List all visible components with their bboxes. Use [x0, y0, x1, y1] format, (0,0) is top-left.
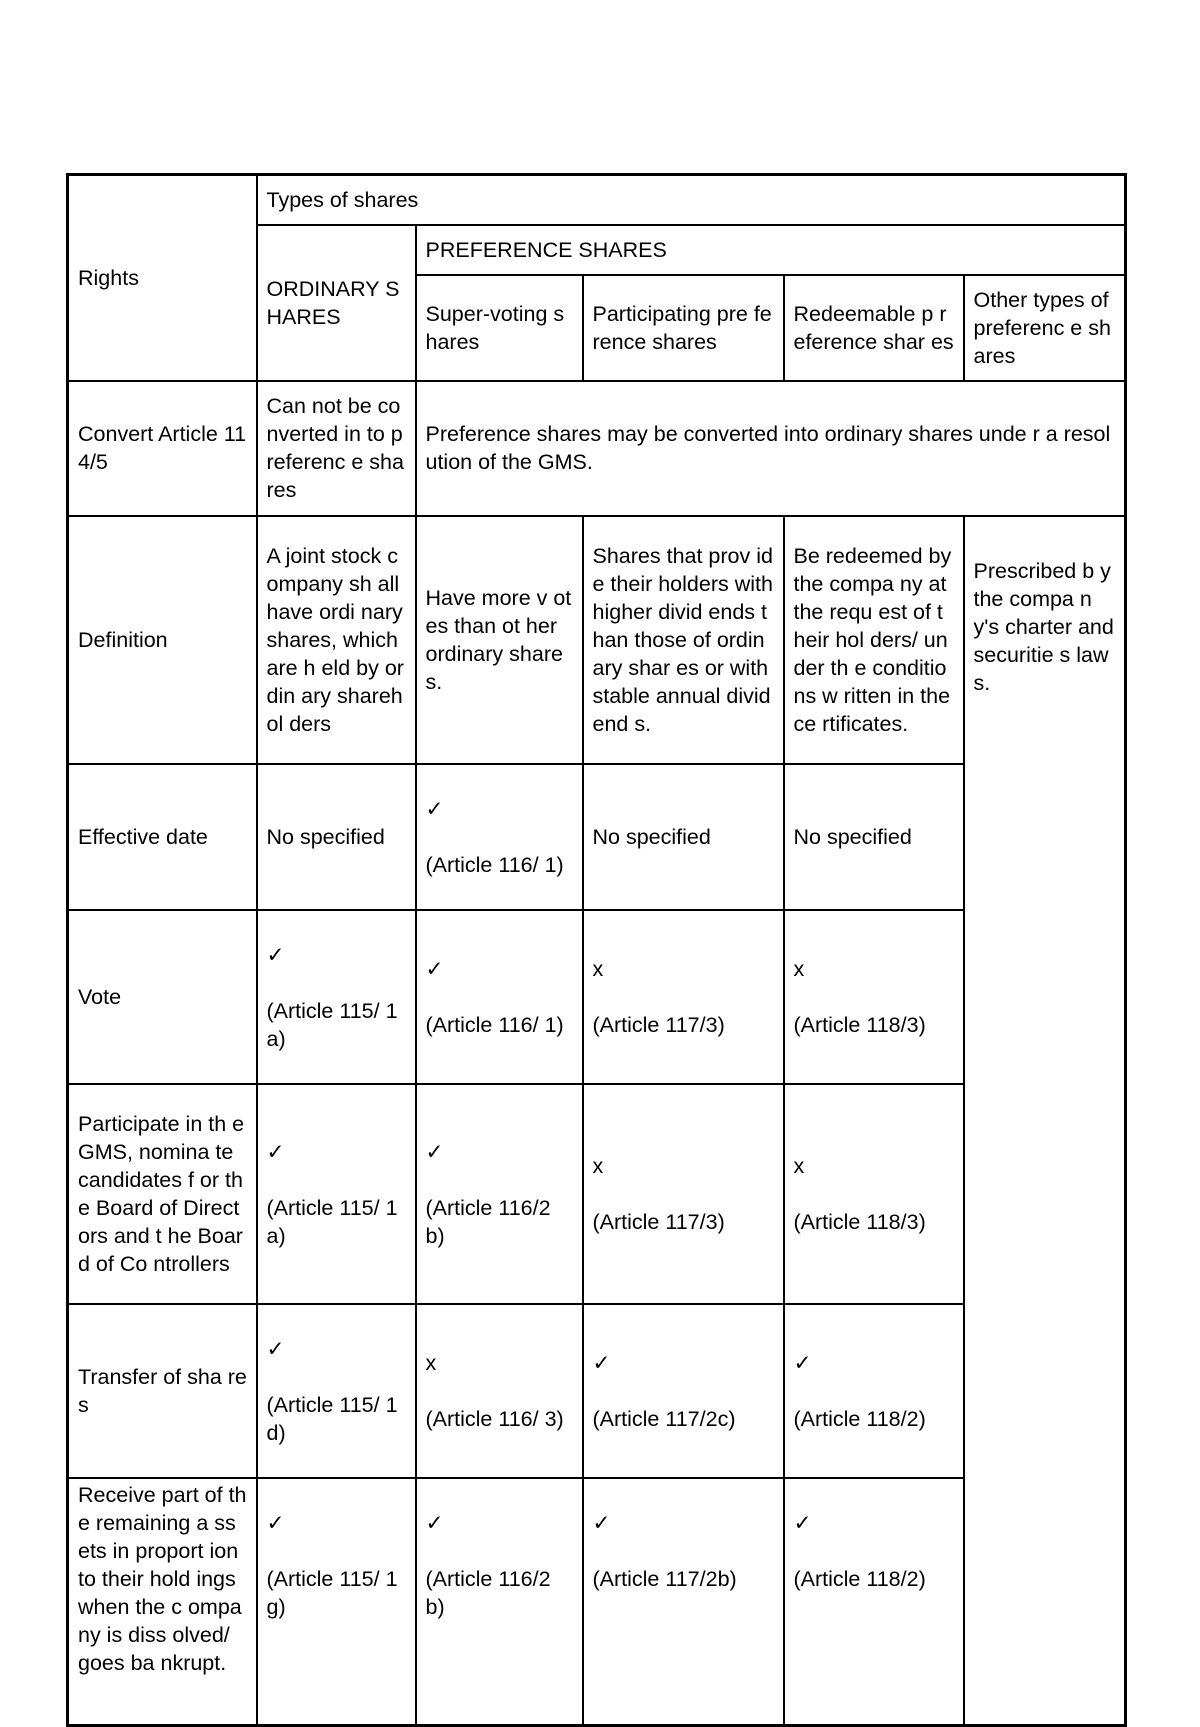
- article-reference: (Article 118/3): [793, 1012, 926, 1037]
- super-voting-header: Super-voting shares: [416, 275, 583, 381]
- article-reference: (Article 118/3): [793, 1209, 926, 1234]
- header-row-1: [68, 175, 1126, 225]
- receive-assets-super-voting-cell: [416, 1478, 583, 1726]
- transfer-ordinary-cell: [257, 1304, 416, 1478]
- row-label-transfer: Transfer of sha res: [68, 1304, 257, 1478]
- vote-ordinary-cell: [257, 910, 416, 1084]
- vote-participating-cell: [583, 910, 784, 1084]
- article-reference: (Article 117/2c): [592, 1406, 736, 1431]
- check-icon: ✓: [266, 1139, 285, 1164]
- effective-date-ordinary-cell: No specified: [257, 764, 416, 910]
- share-rights-table: [66, 173, 1127, 1727]
- transfer-super-voting-cell: [416, 1304, 583, 1478]
- check-icon: ✓: [793, 1510, 812, 1535]
- vote-super-voting-cell: [416, 910, 583, 1084]
- row-label-participate-gms: Participate in th e GMS, nomina te candidates f or the Board of Directors and t he Board of Co ntrollers: [68, 1084, 257, 1304]
- check-icon: ✓: [592, 1350, 611, 1375]
- rights-header: Rights: [68, 175, 257, 381]
- cross-icon: x: [592, 956, 604, 981]
- other-types-header: Other types of preferenc e shares: [964, 275, 1126, 381]
- convert-preference-cell: Preference shares may be converted into ordinary shares unde r a resolution of the GMS.: [416, 381, 1126, 516]
- article-reference: (Article 115/ 1d): [266, 1392, 398, 1445]
- ordinary-shares-header: ORDINARY SHARES: [257, 225, 416, 381]
- row-label-definition: Definition: [68, 516, 257, 764]
- definition-super-voting-cell: Have more v otes than ot her ordinary shares.: [416, 516, 583, 764]
- convert-ordinary-cell: Can not be converted in to preferenc e shares: [257, 381, 416, 516]
- participate-gms-participating-cell: [583, 1084, 784, 1304]
- effective-date-super-voting-cell: [416, 764, 583, 910]
- definition-ordinary-cell: A joint stock company sh all have ordi nary shares, which are h eld by ordin ary sharehol ders: [257, 516, 416, 764]
- definition-participating-cell: Shares that prov ide their holders with higher divid ends than those of ordinary shar es or with stable annual dividend s.: [583, 516, 784, 764]
- effective-date-redeemable-cell: No specified: [784, 764, 964, 910]
- article-reference: (Article 118/2): [793, 1566, 926, 1591]
- check-icon: ✓: [425, 796, 444, 821]
- row-label-receive-assets: Receive part of the remaining a ssets in proport ion to their hold ings when the c ompany is diss olved/ goes ba nkrupt.: [68, 1478, 257, 1726]
- transfer-participating-cell: [583, 1304, 784, 1478]
- cross-icon: x: [425, 1350, 437, 1375]
- receive-assets-participating-cell: [583, 1478, 784, 1726]
- definition-other-types-cell: Prescribed b y the compa ny's charter and securitie s laws.: [964, 516, 1126, 1726]
- effective-date-participating-cell: No specified: [583, 764, 784, 910]
- cross-icon: x: [793, 956, 805, 981]
- participating-header: Participating pre ference shares: [583, 275, 784, 381]
- check-icon: ✓: [425, 956, 444, 981]
- article-reference: (Article 116/2 b): [425, 1566, 551, 1619]
- article-reference: (Article 116/2 b): [425, 1195, 551, 1248]
- article-reference: (Article 117/3): [592, 1209, 725, 1234]
- receive-assets-redeemable-cell: [784, 1478, 964, 1726]
- article-reference: (Article 118/2): [793, 1406, 926, 1431]
- check-icon: ✓: [592, 1510, 611, 1535]
- check-icon: ✓: [266, 942, 285, 967]
- redeemable-header: Redeemable p reference shar es: [784, 275, 964, 381]
- article-reference: (Article 117/3): [592, 1012, 725, 1037]
- check-icon: ✓: [425, 1139, 444, 1164]
- article-reference: (Article 115/ 1g): [266, 1566, 398, 1619]
- article-reference: (Article 116/ 3): [425, 1406, 564, 1431]
- article-reference: (Article 117/2b): [592, 1566, 737, 1591]
- transfer-redeemable-cell: [784, 1304, 964, 1478]
- types-of-shares-header: Types of shares: [257, 175, 1126, 225]
- receive-assets-ordinary-cell: [257, 1478, 416, 1726]
- participate-gms-super-voting-cell: [416, 1084, 583, 1304]
- row-label-vote: Vote: [68, 910, 257, 1084]
- vote-redeemable-cell: [784, 910, 964, 1084]
- cross-icon: x: [592, 1153, 604, 1178]
- article-reference: (Article 116/ 1): [425, 852, 564, 877]
- check-icon: ✓: [266, 1336, 285, 1361]
- check-icon: ✓: [425, 1510, 444, 1535]
- article-reference: (Article 115/ 1a): [266, 1195, 398, 1248]
- check-icon: ✓: [793, 1350, 812, 1375]
- participate-gms-ordinary-cell: [257, 1084, 416, 1304]
- table-row-convert: [68, 381, 1126, 516]
- participate-gms-redeemable-cell: [784, 1084, 964, 1304]
- preference-shares-header: PREFERENCE SHARES: [416, 225, 1126, 275]
- article-reference: (Article 116/ 1): [425, 1012, 564, 1037]
- table-row-definition: [68, 516, 1126, 764]
- check-icon: ✓: [266, 1510, 285, 1535]
- cross-icon: x: [793, 1153, 805, 1178]
- row-label-convert: Convert Article 114/5: [68, 381, 257, 516]
- definition-redeemable-cell: Be redeemed by the compa ny at the requ est of their hol ders/ under th e conditions w ritten in the ce rtificates.: [784, 516, 964, 764]
- row-label-effective-date: Effective date: [68, 764, 257, 910]
- article-reference: (Article 115/ 1a): [266, 998, 398, 1051]
